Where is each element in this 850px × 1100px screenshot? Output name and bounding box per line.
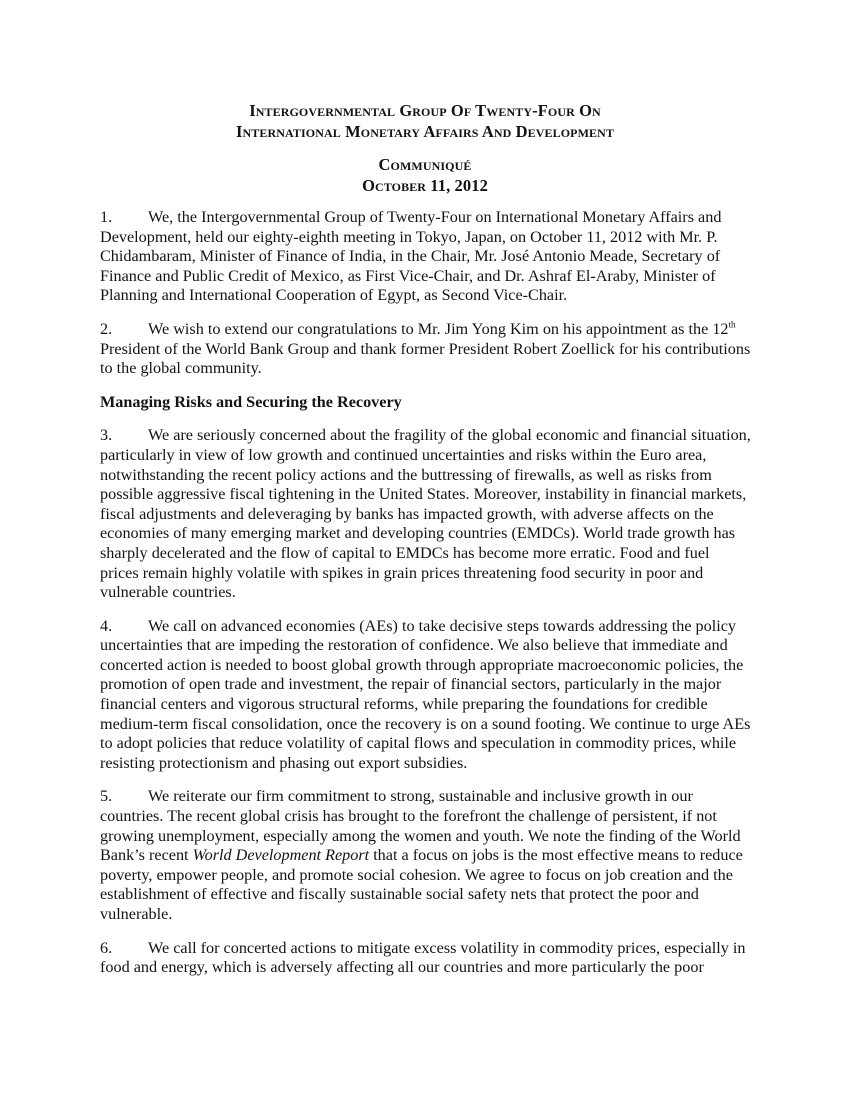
document-body — [100, 208, 752, 992]
paragraph-3 — [100, 426, 752, 602]
paragraph-number: 1. — [100, 208, 113, 226]
paragraph-text-cont: President of the World Bank Group and thank former President Robert Zoellick for his contributions to the global community. — [100, 339, 751, 378]
paragraph-1 — [100, 208, 752, 306]
paragraph-text: We reiterate our firm commitment to strong, sustainable and inclusive growth in our countries. The recent global crisis has brought to the forefront the challenge of persistent, if not growing unemployment, especially among the women and youth. We note the finding of the World Bank’s recent — [100, 787, 741, 865]
document-type: Communiqué — [378, 155, 472, 174]
paragraph-4 — [100, 617, 752, 774]
paragraph-5 — [100, 787, 752, 924]
document-title — [0, 100, 850, 142]
paragraph-2 — [100, 320, 752, 379]
paragraph-number: 3. — [100, 426, 113, 445]
paragraph-text-cont: that a focus on jobs is the most effective means to reduce poverty, empower people, and promote social cohesion. We agree to focus on job creation and the establishment of effective and fiscally sustainable social safety nets that protect the poor and vulnerable. — [100, 846, 743, 923]
paragraph-text: We, the Intergovernmental Group of Twenty-Four on International Monetary Affairs and Development, held our eighty-eighth meeting in Tokyo, Japan, on October 11, 2012 with Mr. P. Chidambaram, Minister of Finance of India, in the Chair, Mr. José Antonio Meade, Secretary of Finance and Public Credit of Mexico, as First Vice-Chair, and Dr. Ashraf El-Araby, Minister of Planning and International Cooperation of Egypt, as Second Vice-Chair. — [100, 208, 722, 305]
section-heading: Managing Risks and Securing the Recovery — [100, 392, 402, 411]
title-line-1: Intergovernmental Group Of Twenty-Four On — [249, 101, 601, 120]
paragraph-text: We are seriously concerned about the fragility of the global economic and financial situation, particularly in view of low growth and continued uncertainties and risks within the Euro area, notwithstanding the recent policy actions and the buttressing of firewalls, as well as risks from possible aggressive fiscal tightening in the United States. Moreover, instability in financial markets, fiscal adjustments and deleveraging by banks has impacted growth, with adverse affects on the economies of many emerging market and developing countries (EMDCs). World trade growth has sharply decelerated and the flow of capital to EMDCs has become more erratic. Food and fuel prices remain highly volatile with spikes in grain prices threatening food security in poor and vulnerable countries. — [100, 426, 751, 602]
document-subtitle — [0, 154, 850, 196]
paragraph-number: 5. — [100, 787, 113, 806]
paragraph-text: We wish to extend our congratulations to Mr. Jim Yong Kim on his appointment as the 12 — [148, 319, 729, 338]
paragraph-text: We call on advanced economies (AEs) to take decisive steps towards addressing the policy uncertainties that are impeding the restoration of confidence. We also believe that immediate and concerted action is needed to boost global growth through appropriate macroeconomic policies, the promotion of open trade and investment, the repair of financial sectors, particularly in the major financial centers and vigorous structural reforms, while preparing the foundations for credible medium-term fiscal consolidation, once the recovery is on a sound footing. We continue to urge AEs to adopt policies that reduce volatility of capital flows and speculation in commodity prices, while resisting protectionism and phasing out export subsidies. — [100, 616, 751, 772]
paragraph-text: We call for concerted actions to mitigate excess volatility in commodity prices, especially in food and energy, which is adversely affecting all our countries and more particularly the poor — [100, 938, 746, 977]
title-line-2: International Monetary Affairs And Development — [236, 122, 614, 141]
paragraph-number: 4. — [100, 616, 113, 635]
report-title-italic: World Development Report — [192, 846, 370, 865]
paragraph-6 — [100, 939, 752, 978]
ordinal-superscript: th — [728, 319, 736, 330]
paragraph-number: 2. — [100, 319, 113, 338]
document-date: October 11, 2012 — [362, 176, 488, 195]
paragraph-number: 6. — [100, 938, 113, 957]
